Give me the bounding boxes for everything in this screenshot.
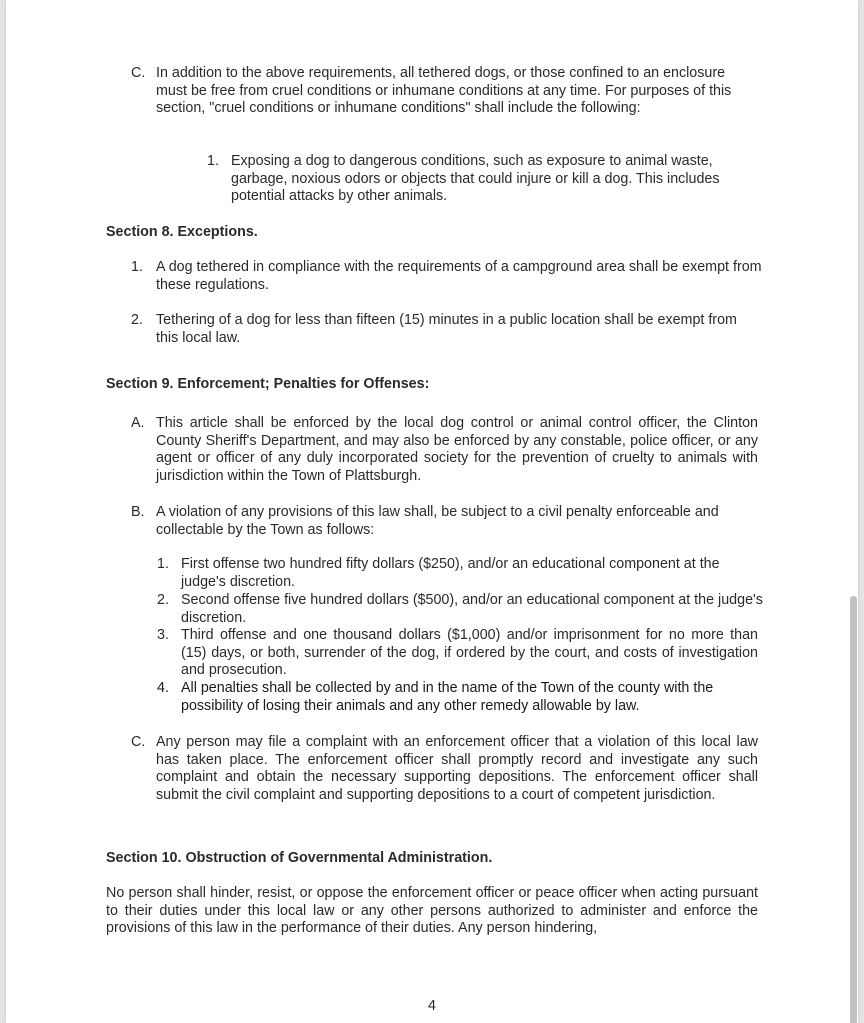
item-label: 1. [157,556,169,572]
section9-heading: Section 9. Enforcement; Penalties for Offenses: [106,376,430,392]
section8-heading: Section 8. Exceptions. [106,224,258,240]
item-text: A violation of any provisions of this law shall, be subject to a civil penalty enforceable and collectable by the Town as follows: [156,504,719,538]
scrollbar-thumb[interactable] [850,596,857,1023]
item-text: First offense two hundred fifty dollars ($250), and/or an educational component at the judge's discretion. [181,556,720,590]
page-number: 4 [428,998,436,1014]
item-text: In addition to the above requirements, all tethered dogs, or those confined to an enclosure must be free from cruel conditions or inhumane conditions at any time. For purposes of this section, "cruel conditions or inhumane conditions" shall include the following: [156,65,732,117]
item-text: A dog tethered in compliance with the requirements of a campground area shall be exempt from these regulations. [156,259,762,293]
item-text: All penalties shall be collected by and in the name of the Town of the county with the possibility of losing their animals and any other remedy allowable by law. [181,680,714,714]
item-label: 1. [207,153,219,169]
item-label: 4. [157,680,169,696]
item-text: Second offense five hundred dollars ($500), and/or an educational component at the judge's discretion. [181,592,763,626]
item-text: Tethering of a dog for less than fifteen (15) minutes in a public location shall be exempt from this local law. [156,312,737,346]
item-label: 2. [131,312,143,328]
item-label: B. [131,504,145,520]
item-label: 3. [157,627,169,643]
item-text: This article shall be enforced by the local dog control or animal control officer, the Clinton County Sheriff's Department, and may also be enforced by any constable, police officer, or any agent or officer of any duly incorporated society for the prevention of cruelty to animals with jurisdiction within the Town of Plattsburgh. [156,415,758,484]
paragraph-text: No person shall hinder, resist, or oppose the enforcement officer or peace officer when acting pursuant to their duties under this local law or any other persons authorized to administer and enforce the provisions of this law in the performance of their duties. Any person hindering, [106,885,758,937]
item-text: Third offense and one thousand dollars ($1,000) and/or imprisonment for no more than (15) days, or both, surrender of the dog, if ordered by the court, and costs of investigation and prosecution. [181,627,758,679]
item-label: 1. [131,259,143,275]
item-text: Any person may file a complaint with an enforcement officer that a violation of this local law has taken place. The enforcement officer shall promptly record and investigate any such complaint and obtain the necessary supporting depositions. The enforcement officer shall submit the civil complaint and supporting depositions to a court of competent jurisdiction. [156,734,758,803]
item-label: 2. [157,592,169,608]
item-text: Exposing a dog to dangerous conditions, such as exposure to animal waste, garbage, noxious odors or objects that could injure or kill a dog. This includes potential attacks by other animals. [231,153,720,205]
section10-heading: Section 10. Obstruction of Governmental Administration. [106,850,493,866]
item-label: A. [131,415,145,431]
item-label: C. [131,65,146,81]
item-label: C. [131,734,146,750]
